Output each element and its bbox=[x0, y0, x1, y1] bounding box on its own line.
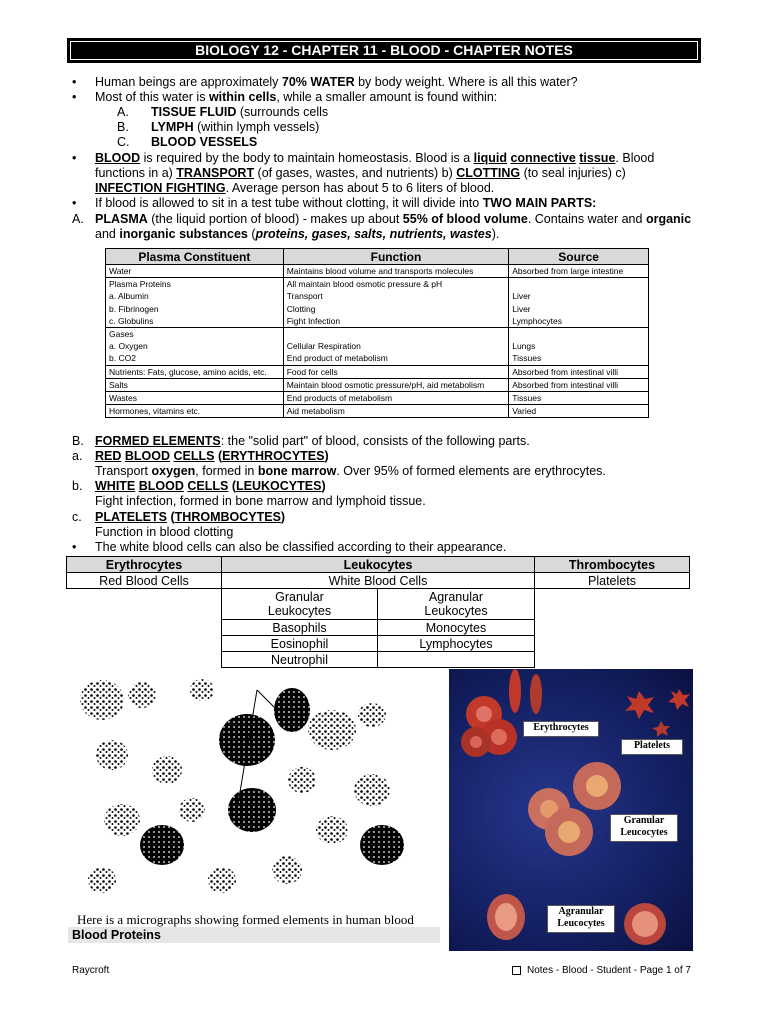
plasma-constituent-table bbox=[105, 248, 649, 418]
rbc-description: Transport oxygen, formed in bone marrow. Over 95% of formed elements are erythrocytes. bbox=[95, 464, 606, 478]
table-cell: Lungs Tissues bbox=[509, 328, 649, 366]
plasma-line-2: and inorganic substances (proteins, gases, salts, nutrients, wastes). bbox=[95, 227, 500, 241]
intro-line-2: Most of this water is within cells, while a smaller amount is found within: bbox=[95, 90, 498, 104]
table-cell: Neutrophil bbox=[222, 652, 378, 668]
plasma-line-1: PLASMA (the liquid portion of blood) - makes up about 55% of blood volume. Contains water and organic bbox=[95, 212, 692, 226]
sub-item-letter: B. bbox=[117, 120, 129, 134]
table-cell: Nutrients: Fats, glucose, amino acids, etc. bbox=[106, 365, 284, 378]
table-row bbox=[106, 328, 649, 366]
agranular-leucocytes-label: Agranular Leucocytes bbox=[547, 905, 615, 933]
table-header: Thrombocytes bbox=[535, 557, 690, 573]
formed-letter: B. bbox=[72, 434, 84, 448]
table-cell: Water bbox=[106, 265, 284, 278]
table-cell: Lymphocytes bbox=[378, 636, 535, 652]
table-row bbox=[106, 365, 649, 378]
table-row bbox=[67, 636, 690, 652]
platelet-description: Function in blood clotting bbox=[95, 525, 234, 539]
bullet-icon: • bbox=[72, 90, 77, 104]
table-row bbox=[106, 392, 649, 405]
blood-line-3: INFECTION FIGHTING. Average person has about 5 to 6 liters of blood. bbox=[95, 181, 495, 195]
table-row bbox=[106, 265, 649, 278]
micrograph-caption: Here is a micrographs showing formed elements in human blood bbox=[77, 912, 414, 927]
page-title: BIOLOGY 12 - CHAPTER 11 - BLOOD - CHAPTER NOTES bbox=[67, 38, 701, 63]
plasma-letter: A. bbox=[72, 212, 84, 226]
bullet-icon: • bbox=[72, 540, 77, 554]
table-cell: White Blood Cells bbox=[222, 573, 535, 589]
table-row bbox=[67, 573, 690, 589]
sub-item-tissue-fluid: TISSUE FLUID (surrounds cells bbox=[151, 105, 329, 119]
table-cell: Aid metabolism bbox=[283, 405, 509, 418]
table-cell: Eosinophil bbox=[222, 636, 378, 652]
footer-page-text: Notes - Blood - Student - Page 1 of 7 bbox=[527, 965, 691, 976]
sub-item-blood-vessels: BLOOD VESSELS bbox=[151, 135, 258, 149]
blood-line-1: BLOOD is required by the body to maintain homeostasis. Blood is a liquid connective tissue. Blood bbox=[95, 151, 655, 165]
table-row bbox=[106, 405, 649, 418]
table-cell: Varied bbox=[509, 405, 649, 418]
sub-item-letter: C. bbox=[117, 135, 130, 149]
blood-line-2: functions in a) TRANSPORT (of gases, wastes, and nutrients) b) CLOTTING (to seal injuries) c) bbox=[95, 166, 626, 180]
table-cell: Cellular Respiration End product of metabolism bbox=[283, 328, 509, 366]
platelets-label: Platelets bbox=[621, 739, 683, 755]
wbc-letter: b. bbox=[72, 479, 83, 493]
table-cell: Maintains blood volume and transports molecules bbox=[283, 265, 509, 278]
table-cell: Basophils bbox=[222, 620, 378, 636]
platelet-letter: c. bbox=[72, 510, 82, 524]
table-cell: Absorbed from intestinal villi bbox=[509, 365, 649, 378]
bullet-icon: • bbox=[72, 75, 77, 89]
platelet-heading: PLATELETS (THROMBOCYTES) bbox=[95, 510, 286, 524]
table-row bbox=[67, 589, 690, 620]
wbc-heading: WHITE BLOOD CELLS (LEUKOCYTES) bbox=[95, 479, 326, 493]
table-cell: Granular Leukocytes bbox=[222, 589, 378, 620]
bullet-icon: • bbox=[72, 196, 77, 210]
table-cell bbox=[378, 652, 535, 668]
table-header: Erythrocytes bbox=[67, 557, 222, 573]
erythrocytes-label: Erythrocytes bbox=[523, 721, 599, 737]
rbc-heading: RED BLOOD CELLS (ERYTHROCYTES) bbox=[95, 449, 329, 463]
wbc-classification-note: The white blood cells can also be classified according to their appearance. bbox=[95, 540, 507, 554]
table-cell: End products of metabolism bbox=[283, 392, 509, 405]
table-cell: Absorbed from large intestine bbox=[509, 265, 649, 278]
table-row bbox=[67, 620, 690, 636]
checkbox-icon bbox=[512, 966, 521, 975]
table-header: Source bbox=[509, 249, 649, 265]
table-cell: Liver Liver Lymphocytes bbox=[509, 278, 649, 328]
sub-item-letter: A. bbox=[117, 105, 129, 119]
table-cell: Gases a. Oxygen b. CO2 bbox=[106, 328, 284, 366]
sub-item-lymph: LYMPH (within lymph vessels) bbox=[151, 120, 320, 134]
wbc-description: Fight infection, formed in bone marrow and lymphoid tissue. bbox=[95, 494, 426, 508]
table-row bbox=[106, 278, 649, 328]
table-cell: Food for cells bbox=[283, 365, 509, 378]
footer-page-info bbox=[512, 965, 691, 976]
blood-cell-classification-table bbox=[66, 556, 690, 668]
bullet-icon: • bbox=[72, 151, 77, 165]
table-cell: Plasma Proteins a. Albumin b. Fibrinogen c. Globulins bbox=[106, 278, 284, 328]
blood-micrograph-image bbox=[72, 670, 412, 910]
table-cell: Maintain blood osmotic pressure/pH, aid metabolism bbox=[283, 378, 509, 391]
footer-author: Raycroft bbox=[72, 965, 110, 976]
table-cell: Tissues bbox=[509, 392, 649, 405]
table-cell: Wastes bbox=[106, 392, 284, 405]
intro-line-1: Human beings are approximately 70% WATER by body weight. Where is all this water? bbox=[95, 75, 578, 89]
blood-proteins-heading: Blood Proteins bbox=[72, 928, 161, 942]
table-cell: All maintain blood osmotic pressure & pH Transport Clotting Fight Infection bbox=[283, 278, 509, 328]
blood-cells-illustration bbox=[449, 669, 693, 951]
formed-elements-line: FORMED ELEMENTS: the "solid part" of blood, consists of the following parts. bbox=[95, 434, 530, 448]
table-row bbox=[106, 378, 649, 391]
table-cell: Absorbed from intestinal villi bbox=[509, 378, 649, 391]
table-header: Function bbox=[283, 249, 509, 265]
table-cell: Platelets bbox=[535, 573, 690, 589]
granular-leucocytes-label: Granular Leucocytes bbox=[610, 814, 678, 842]
blood-line-4: If blood is allowed to sit in a test tube without clotting, it will divide into TWO MAIN PARTS: bbox=[95, 196, 597, 210]
table-cell: Hormones, vitamins etc. bbox=[106, 405, 284, 418]
table-header-row bbox=[67, 557, 690, 573]
table-header-row bbox=[106, 249, 649, 265]
table-header: Plasma Constituent bbox=[106, 249, 284, 265]
table-cell: Monocytes bbox=[378, 620, 535, 636]
table-row bbox=[67, 652, 690, 668]
table-cell: Salts bbox=[106, 378, 284, 391]
table-cell: Agranular Leukocytes bbox=[378, 589, 535, 620]
table-cell: Red Blood Cells bbox=[67, 573, 222, 589]
rbc-letter: a. bbox=[72, 449, 83, 463]
table-header: Leukocytes bbox=[222, 557, 535, 573]
